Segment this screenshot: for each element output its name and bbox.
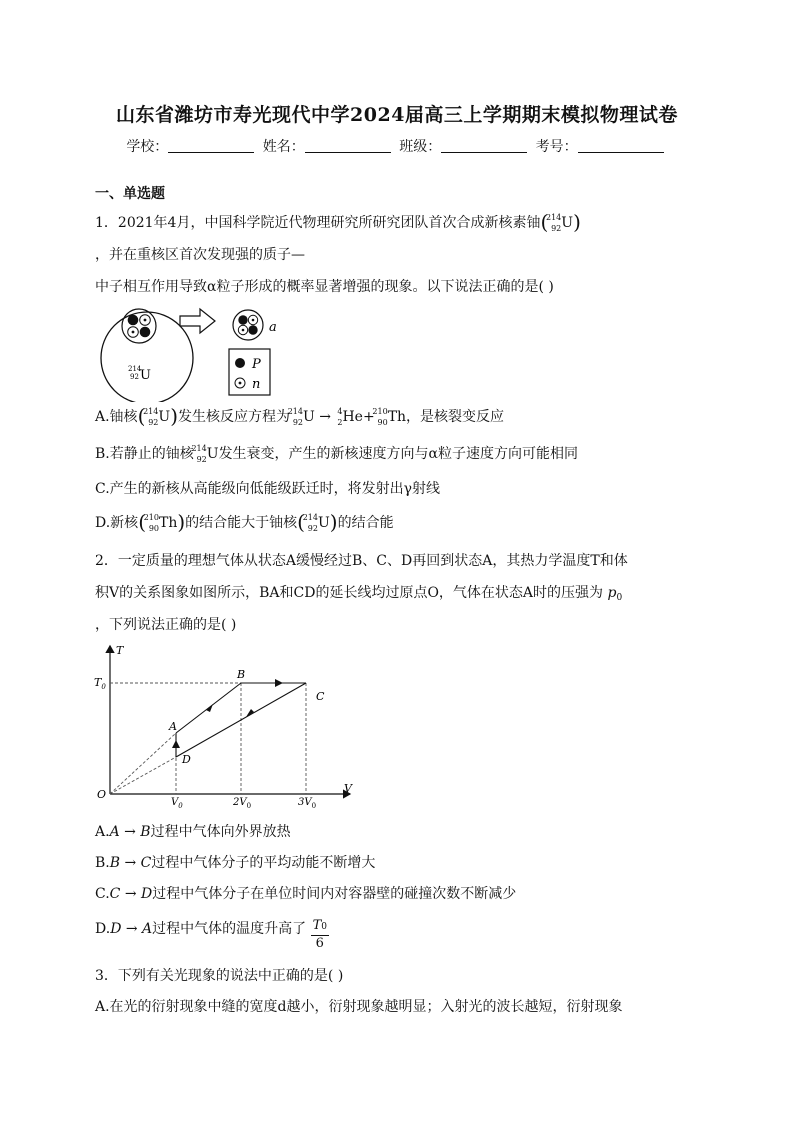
school-label: 学校：: [126, 139, 169, 155]
v-axis-label: V: [344, 782, 352, 795]
fraction-t0-over-6: $\frac{T0}{6}$: [312, 918, 328, 951]
q1-option-d[interactable]: D.新核( 210 90 Th)的结合能大于铀核( 214 92 U)的结合能: [95, 510, 394, 534]
point-b-label: B: [237, 668, 246, 681]
origin-label: O: [97, 788, 107, 801]
q2-stem-line3: ，下列说法正确的是( ): [95, 617, 237, 633]
v0-tick: $V_0$: [171, 797, 183, 810]
school-blank[interactable]: [168, 138, 254, 153]
student-info-row: [0, 136, 794, 156]
alpha-in-nucleus: [122, 309, 156, 343]
section-heading: 一、单选题: [95, 186, 165, 202]
legend-neutron-icon: [239, 382, 242, 385]
t-axis-label: T: [116, 644, 124, 657]
q1-nucleus-figure: [92, 302, 292, 402]
q3-stem: 3．下列有关光现象的说法中正确的是( ): [95, 968, 344, 984]
q2-option-d[interactable]: D.D → A过程中气体的温度升高了 $\frac{T0}{6}$: [95, 918, 328, 951]
proton-icon: [128, 315, 139, 326]
3v0-tick: $3V_0$: [298, 797, 317, 810]
legend-box: [229, 349, 270, 395]
point-c-label: C: [316, 690, 325, 703]
big-nuclide-charge: 92: [130, 373, 139, 381]
alpha-label: a: [269, 320, 277, 335]
class-blank[interactable]: [441, 138, 527, 153]
q2-stem-line2: 积V的关系图象如图所示，BA和CD的延长线均过原点O，气体在状态A时的压强为 $p_0$: [95, 585, 623, 603]
legend-p-label: P: [252, 357, 261, 372]
class-label: 班级：: [399, 139, 442, 155]
arrow-right-icon: [180, 309, 215, 333]
exam-no-blank[interactable]: [578, 138, 664, 153]
big-nuclide-symbol: U: [140, 368, 151, 383]
nuclide-u: 214 92: [545, 213, 562, 233]
arrow-a-b-icon: [206, 704, 213, 712]
legend-proton-icon: [235, 358, 245, 368]
q2-tv-graph: [92, 640, 362, 812]
exam-no-label: 考号：: [535, 139, 578, 155]
uranium-nucleus-circle: [101, 312, 193, 402]
neutron-icon: [132, 331, 135, 334]
q1-option-c[interactable]: C.产生的新核从高能级向低能级跃迁时，将发射出γ射线: [95, 481, 441, 497]
q1-stem-line2: ，并在重核区首次发现强的质子—: [95, 247, 305, 263]
legend-n-label: n: [252, 377, 261, 392]
big-nuclide-mass: 214: [128, 365, 142, 373]
proton-icon: [140, 327, 151, 338]
page-title: 山东省潍坊市寿光现代中学2024届高三上学期期末模拟物理试卷: [116, 104, 678, 126]
2v0-tick: $2V_0$: [233, 797, 252, 810]
q2-option-c[interactable]: C.C → D过程中气体分子在单位时间内对容器壁的碰撞次数不断减少: [95, 886, 517, 902]
alpha-particle: [233, 310, 263, 340]
t0-label: $T_0$: [94, 676, 106, 691]
name-blank[interactable]: [305, 138, 391, 153]
neutron-icon: [144, 319, 147, 322]
q3-option-a[interactable]: A.在光的衍射现象中缝的宽度d越小，衍射现象越明显；入射光的波长越短，衍射现象: [95, 999, 623, 1015]
q1-option-b[interactable]: B.若静止的铀核 214 92 U发生衰变，产生的新核速度方向与α粒子速度方向可能相同: [95, 444, 579, 464]
name-label: 姓名：: [262, 139, 305, 155]
q2-stem-line1: 2．一定质量的理想气体从状态A缓慢经过B、C、D再回到状态A，其热力学温度T和体: [95, 553, 628, 569]
point-d-label: D: [182, 753, 191, 766]
q1-stem-line3: 中子相互作用导致α粒子形成的概率显著增强的现象。以下说法正确的是( ): [95, 279, 554, 295]
q2-option-b[interactable]: B.B → C过程中气体分子的平均动能不断增大: [95, 855, 376, 871]
point-a-label: A: [169, 720, 177, 733]
arrow-b-c-icon: [275, 679, 283, 687]
q2-option-a[interactable]: A.A → B过程中气体向外界放热: [95, 824, 291, 840]
arrow-d-a-icon: [172, 740, 180, 748]
q1-option-a[interactable]: A.铀核( 214 92 U)发生核反应方程为 214 92 U → 4 2 He+ 210 90 Th，是核裂变反应: [95, 404, 505, 428]
q1-stem-line1: 1．2021年4月，中国科学院近代物理研究所研究团队首次合成新核素铀( 214 92 U): [95, 210, 581, 234]
